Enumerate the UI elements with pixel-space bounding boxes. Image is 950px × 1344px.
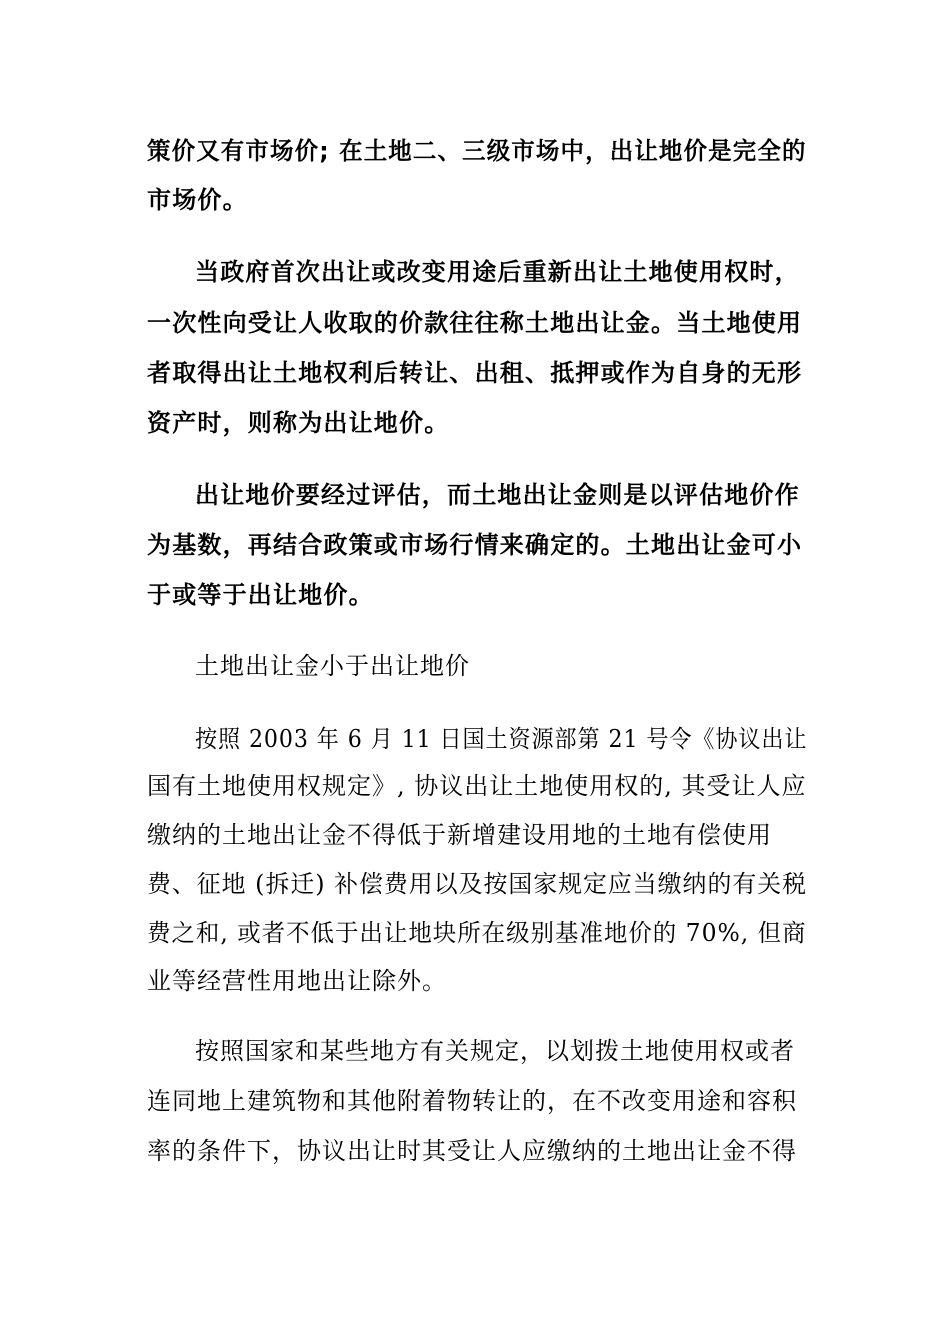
paragraph-4-line-4: 费、征地 (拆迁) 补偿费用以及按国家规定应当缴纳的有关税 [147, 870, 808, 898]
paragraph-4-line-5: 费之和, 或者不低于出让地块所在级别基准地价的 70%, 但商 [147, 919, 807, 947]
paragraph-5-line-2: 连同地上建筑物和其他附着物转让的，在不改变用途和容积 [147, 1087, 797, 1115]
paragraph-2-line-3: 者取得出让土地权利后转让、出租、抵押或作为自身的无形 [147, 359, 803, 387]
paragraph-5-line-1: 按照国家和某些地方有关规定，以划拨土地使用权或者 [195, 1037, 795, 1065]
paragraph-5-line-3: 率的条件下，协议出让时其受让人应缴纳的土地出让金不得 [147, 1137, 797, 1165]
paragraph-1-line-2: 市场价。 [147, 186, 248, 214]
paragraph-4-line-1: 按照 2003 年 6 月 11 日国土资源部第 21 号令《协议出让 [195, 725, 808, 753]
paragraph-4-line-2: 国有土地使用权规定》, 协议出让土地使用权的, 其受让人应 [147, 772, 807, 800]
paragraph-2-line-1: 当政府首次出让或改变用途后重新出让土地使用权时， [195, 258, 800, 286]
paragraph-3-line-2: 为基数，再结合政策或市场行情来确定的。土地出让金可小 [147, 531, 803, 559]
paragraph-3-line-3: 于或等于出让地价。 [147, 581, 374, 609]
paragraph-4-line-3: 缴纳的土地出让金不得低于新增建设用地的土地有偿使用 [147, 821, 772, 849]
paragraph-2-line-2: 一次性向受让人收取的价款往往称土地出让金。当土地使用 [147, 309, 803, 337]
paragraph-4-line-6: 业等经营性用地出让除外。 [147, 967, 447, 995]
section-heading: 土地出让金小于出让地价 [195, 652, 470, 680]
paragraph-2-line-4: 资产时，则称为出让地价。 [147, 409, 450, 437]
paragraph-1-line-1: 策价又有市场价; 在土地二、三级市场中，出让地价是完全的 [147, 137, 807, 165]
paragraph-3-line-1: 出让地价要经过评估，而土地出让金则是以评估地价作 [195, 481, 800, 509]
